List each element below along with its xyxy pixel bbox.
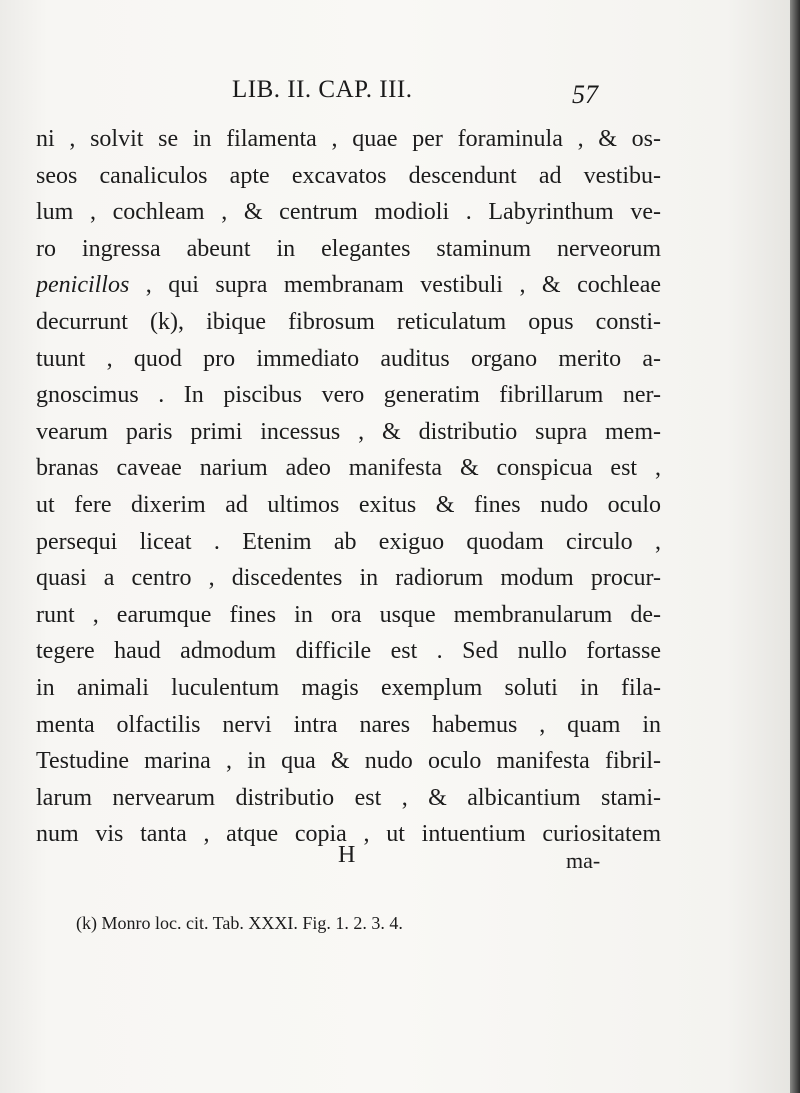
text-line: Testudine marina , in qua & nudo oculo manifesta fibril- [36, 748, 661, 775]
text-line: larum nervearum distributio est , & albicantium stami- [36, 784, 661, 811]
italic-term: penicillos [36, 272, 130, 299]
body-text [36, 121, 661, 853]
text-line: runt , earumque fines in ora usque membranularum de- [36, 601, 661, 628]
page-footer-marks [0, 842, 790, 878]
text-line: ni , solvit se in filamenta , quae per foraminula , & os- [36, 126, 661, 152]
page-edge-shadow [790, 0, 800, 1093]
text-line: decurrunt (k), ibique fibrosum reticulatum opus consti- [36, 308, 661, 335]
signature-mark: H [338, 842, 356, 868]
page-number: 57 [572, 80, 598, 109]
text-line: ro ingressa abeunt in elegantes staminum nerveorum [36, 235, 661, 262]
text-line: penicillos , qui supra membranam vestibuli , & cochleae [36, 272, 661, 299]
text-line: lum , cochleam , & centrum modioli . Labyrinthum ve- [36, 199, 661, 226]
text-line: ut fere dixerim ad ultimos exitus & fines nudo oculo [36, 491, 661, 518]
catchword: ma- [566, 848, 601, 873]
text-line: vearum paris primi incessus , & distributio supra mem- [36, 418, 661, 445]
page-header [0, 72, 790, 112]
footnote: (k) Monro loc. cit. Tab. XXXI. Fig. 1. 2. 3. 4. [76, 913, 403, 933]
text-line: seos canaliculos apte excavatos descendunt ad vestibu- [36, 162, 661, 189]
text-line: branas caveae narium adeo manifesta & conspicua est , [36, 455, 661, 482]
text-line: num vis tanta , atque copia , ut intuentium curiositatem [36, 821, 661, 848]
text-line: gnoscimus . In piscibus vero generatim fibrillarum ner- [36, 382, 661, 409]
running-head: LIB. II. CAP. III. [232, 76, 413, 103]
text-line: menta olfactilis nervi intra nares habemus , quam in [36, 711, 661, 738]
text-line: tuunt , quod pro immediato auditus organo merito a- [36, 345, 661, 372]
text-line: tegere haud admodum difficile est . Sed nullo fortasse [36, 638, 661, 665]
text-line: quasi a centro , discedentes in radiorum modum procur- [36, 565, 661, 592]
text-line: in animali luculentum magis exemplum soluti in fila- [36, 674, 661, 701]
text-line: persequi liceat . Etenim ab exiguo quodam circulo , [36, 528, 661, 555]
